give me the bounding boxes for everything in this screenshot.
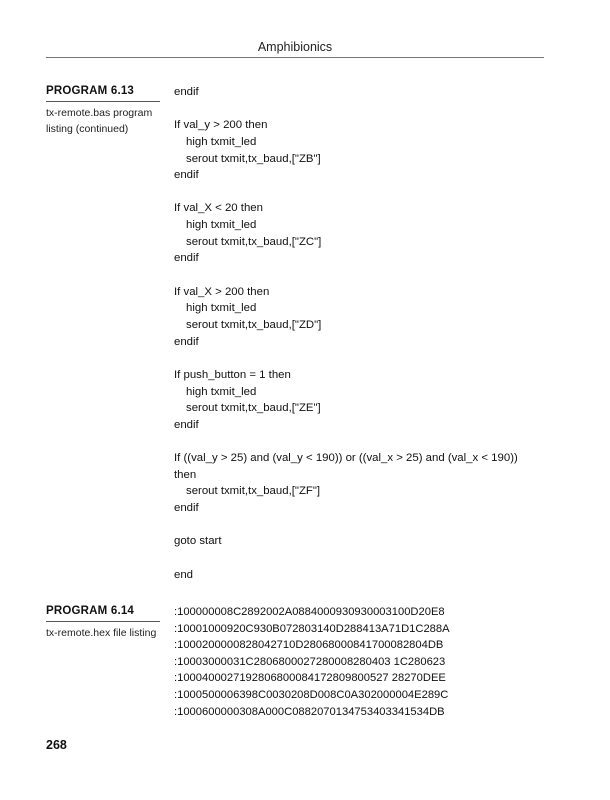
hex-line: :1000600000308A000C0882070134753403341534DB: [174, 705, 445, 718]
code-line: serout txmit,tx_baud,["ZC"]: [186, 235, 322, 248]
program-6-13-sidebar: [46, 84, 160, 137]
program-6-13-label: PROGRAM 6.13: [46, 84, 160, 102]
code-line: goto start: [174, 535, 222, 548]
code-line: high txmit_led: [186, 135, 257, 148]
program-6-13-code: [174, 84, 518, 583]
code-line: serout txmit,tx_baud,["ZF"]: [186, 485, 321, 498]
hex-line: :1000500006398C0030208D008C0A302000004E289C: [174, 688, 449, 701]
program-6-14-label: PROGRAM 6.14: [46, 604, 160, 622]
code-line: high txmit_led: [186, 219, 257, 232]
code-line: endif: [174, 502, 199, 515]
caption-line: tx-remote.bas program: [46, 107, 153, 119]
code-line: If val_X > 200 then: [174, 285, 270, 298]
code-line: [174, 267, 518, 284]
code-line: [174, 550, 518, 567]
code-line: endif: [174, 335, 199, 348]
code-line: then: [174, 468, 197, 481]
hex-line: :10001000920C930B072803140D288413A71D1C288A: [174, 622, 450, 635]
header-rule: [46, 57, 544, 58]
program-6-13-caption: [46, 105, 160, 137]
caption-line: tx-remote.hex file listing: [46, 627, 157, 639]
code-line: If push_button = 1 then: [174, 368, 291, 381]
page-number: 268: [46, 738, 67, 752]
code-line: [174, 517, 518, 534]
code-line: endif: [174, 169, 199, 182]
code-line: endif: [174, 252, 199, 265]
caption-line: listing (continued): [46, 123, 129, 135]
code-line: high txmit_led: [186, 302, 257, 315]
code-line: If val_X < 20 then: [174, 202, 263, 215]
code-line: [174, 433, 518, 450]
code-line: endif: [174, 86, 199, 98]
program-6-14-code: [174, 604, 450, 720]
hex-line: :1000400027192806800084172809800527 28270DEE: [174, 672, 446, 685]
code-line: serout txmit,tx_baud,["ZD"]: [186, 318, 322, 331]
hex-line: :1000200000828042710D28068000841700082804DB: [174, 639, 444, 652]
code-line: end: [174, 568, 194, 581]
program-6-14-sidebar: [46, 604, 160, 641]
code-line: serout txmit,tx_baud,["ZB"]: [186, 152, 321, 165]
hex-line: :100000008C2892002A0884000930930003100D20E8: [174, 606, 445, 618]
code-line: high txmit_led: [186, 385, 257, 398]
code-line: If ((val_y > 25) and (val_y < 190)) or ((val_x > 25) and (val_x < 190)): [174, 452, 518, 465]
code-line: [174, 184, 518, 201]
code-line: If val_y > 200 then: [174, 119, 268, 132]
hex-line: :10003000031C2806800027280008280403 1C280623: [174, 655, 446, 668]
code-line: [174, 350, 518, 367]
program-6-14-caption: [46, 625, 160, 641]
code-line: [174, 101, 518, 118]
code-line: endif: [174, 418, 199, 431]
running-head-title: Amphibionics: [257, 40, 333, 54]
code-line: serout txmit,tx_baud,["ZE"]: [186, 402, 321, 415]
